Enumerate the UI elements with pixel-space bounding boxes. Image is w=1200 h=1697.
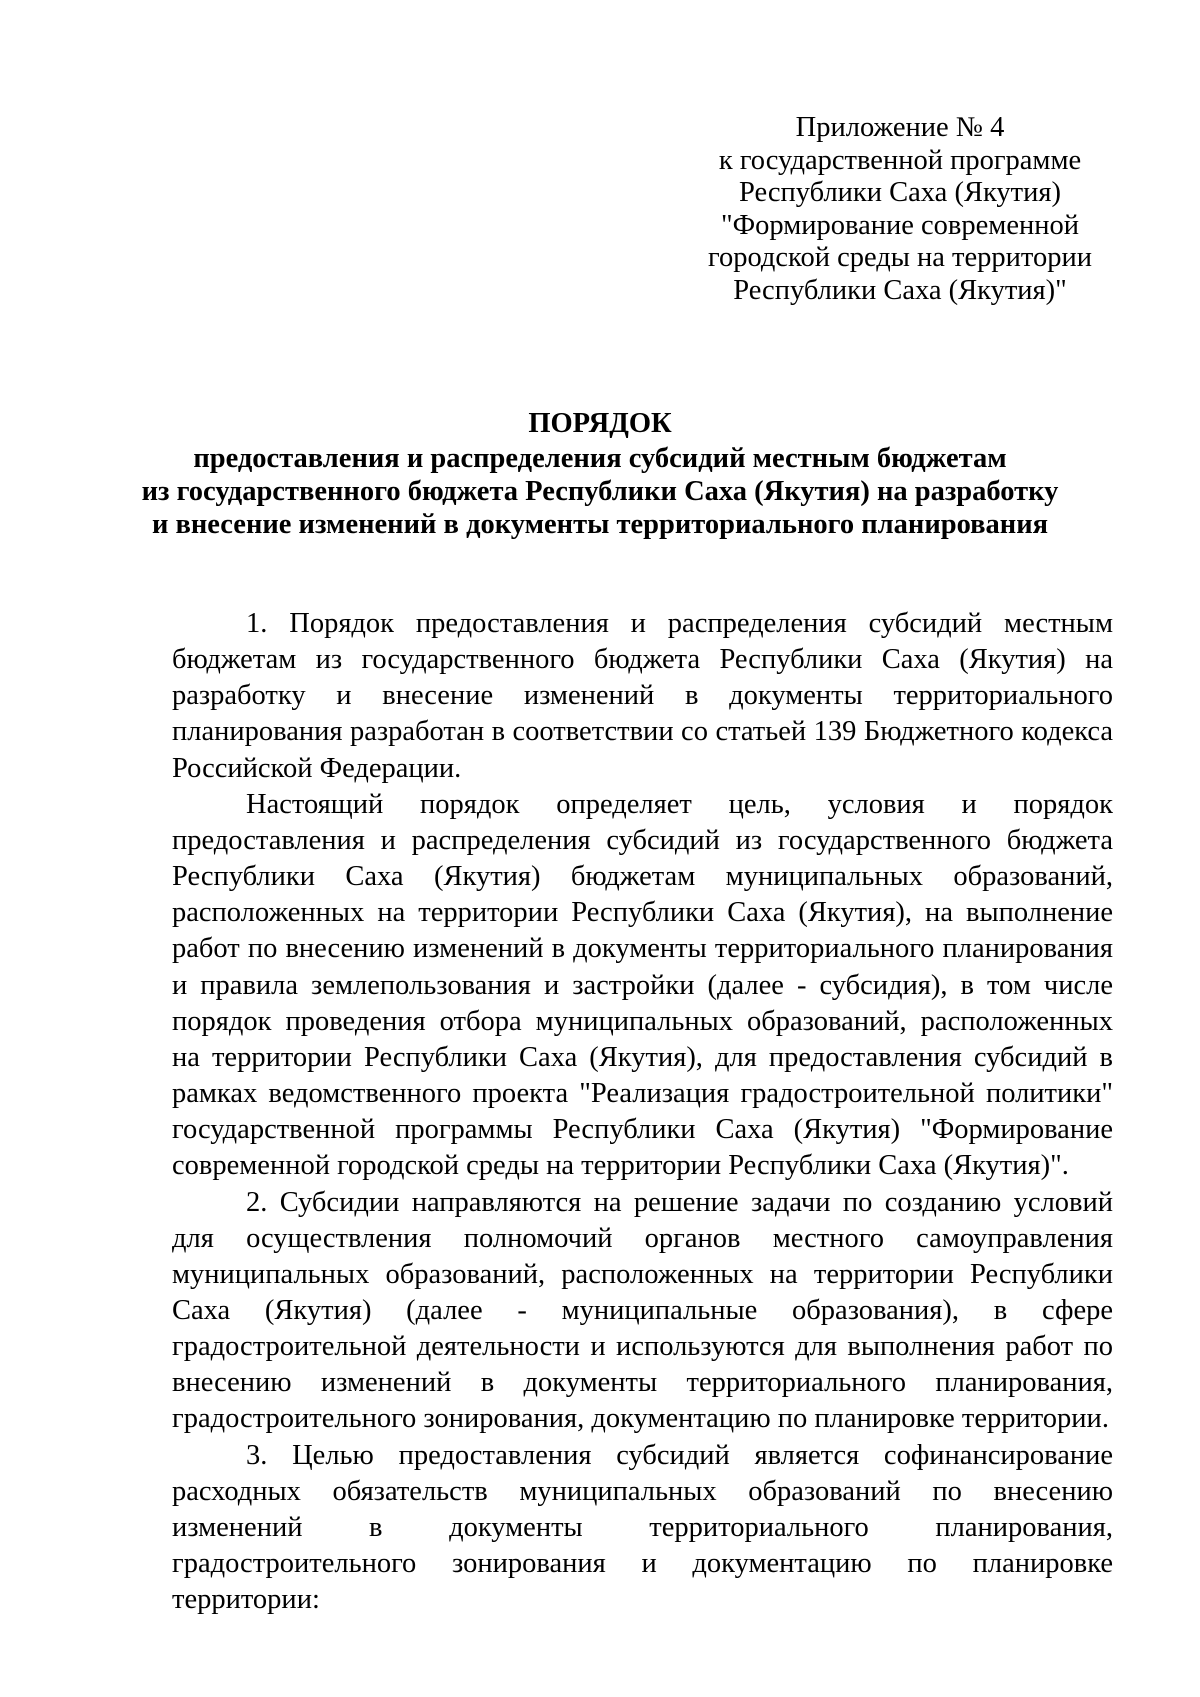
appendix-line: городской среды на территории	[708, 242, 1092, 273]
appendix-line: к государственной программе	[718, 144, 1082, 176]
paragraph-3: 2. Субсидии направляются на решение задачи по созданию условий для осуществления полномочий органов местного самоуправления муниципальных образований, расположенных на территории Республики Саха (Якутия) (далее - муниципальные образования), в сфере градостроительной деятельности и используются для выполнения работ по внесению изменений в документы территориального планирования, градостроительного зонирования, документацию по планировке территории.	[172, 1186, 1113, 1435]
title-subtitle-line: предоставления и распределения субсидий местным бюджетам	[193, 443, 1007, 474]
appendix-line: "Формирование современной	[721, 209, 1079, 241]
title-subtitle-line: из государственного бюджета Республики Саха (Якутия) на разработку	[141, 476, 1059, 507]
paragraph-1: 1. Порядок предоставления и распределения субсидий местным бюджетам из государственного бюджета Республики Саха (Якутия) на разработку и внесение изменений в документы территориального планирования разработан в соответствии со статьей 139 Бюджетного кодекса Российской Федерации.	[172, 608, 1113, 784]
page-title: ПОРЯДОК	[528, 408, 672, 439]
paragraph-2: Настоящий порядок определяет цель, условия и порядок предоставления и распределения субсидий из государственного бюджета Республики Саха (Якутия) бюджетам муниципальных образований, расположенных на территории Республики Саха (Якутия), на выполнение работ по внесению изменений в документы территориального планирования и правила землепользования и застройки (далее - субсидия), в том числе порядок проведения отбора муниципальных образований, расположенных на территории Республики Саха (Якутия), для предоставления субсидий в рамках ведомственного проекта "Реализация градостроительной политики" государственной программы Республики Саха (Якутия) "Формирование современной городской среды на территории Республики Саха (Якутия)".	[172, 788, 1113, 1182]
appendix-header	[690, 112, 1110, 307]
paragraph-4: 3. Целью предоставления субсидий является софинансирование расходных обязательств муниципальных образований по внесению изменений в документы территориального планирования, градостроительного зонирования и документацию по планировке территории:	[172, 1439, 1113, 1616]
appendix-line: Республики Саха (Якутия)"	[733, 274, 1067, 306]
document-title	[0, 407, 1200, 541]
title-subtitle-line: и внесение изменений в документы территориального планирования	[151, 509, 1049, 540]
appendix-line: Приложение № 4	[795, 112, 1005, 143]
document-body	[172, 606, 1113, 1618]
appendix-line: Республики Саха (Якутия)	[739, 177, 1061, 208]
